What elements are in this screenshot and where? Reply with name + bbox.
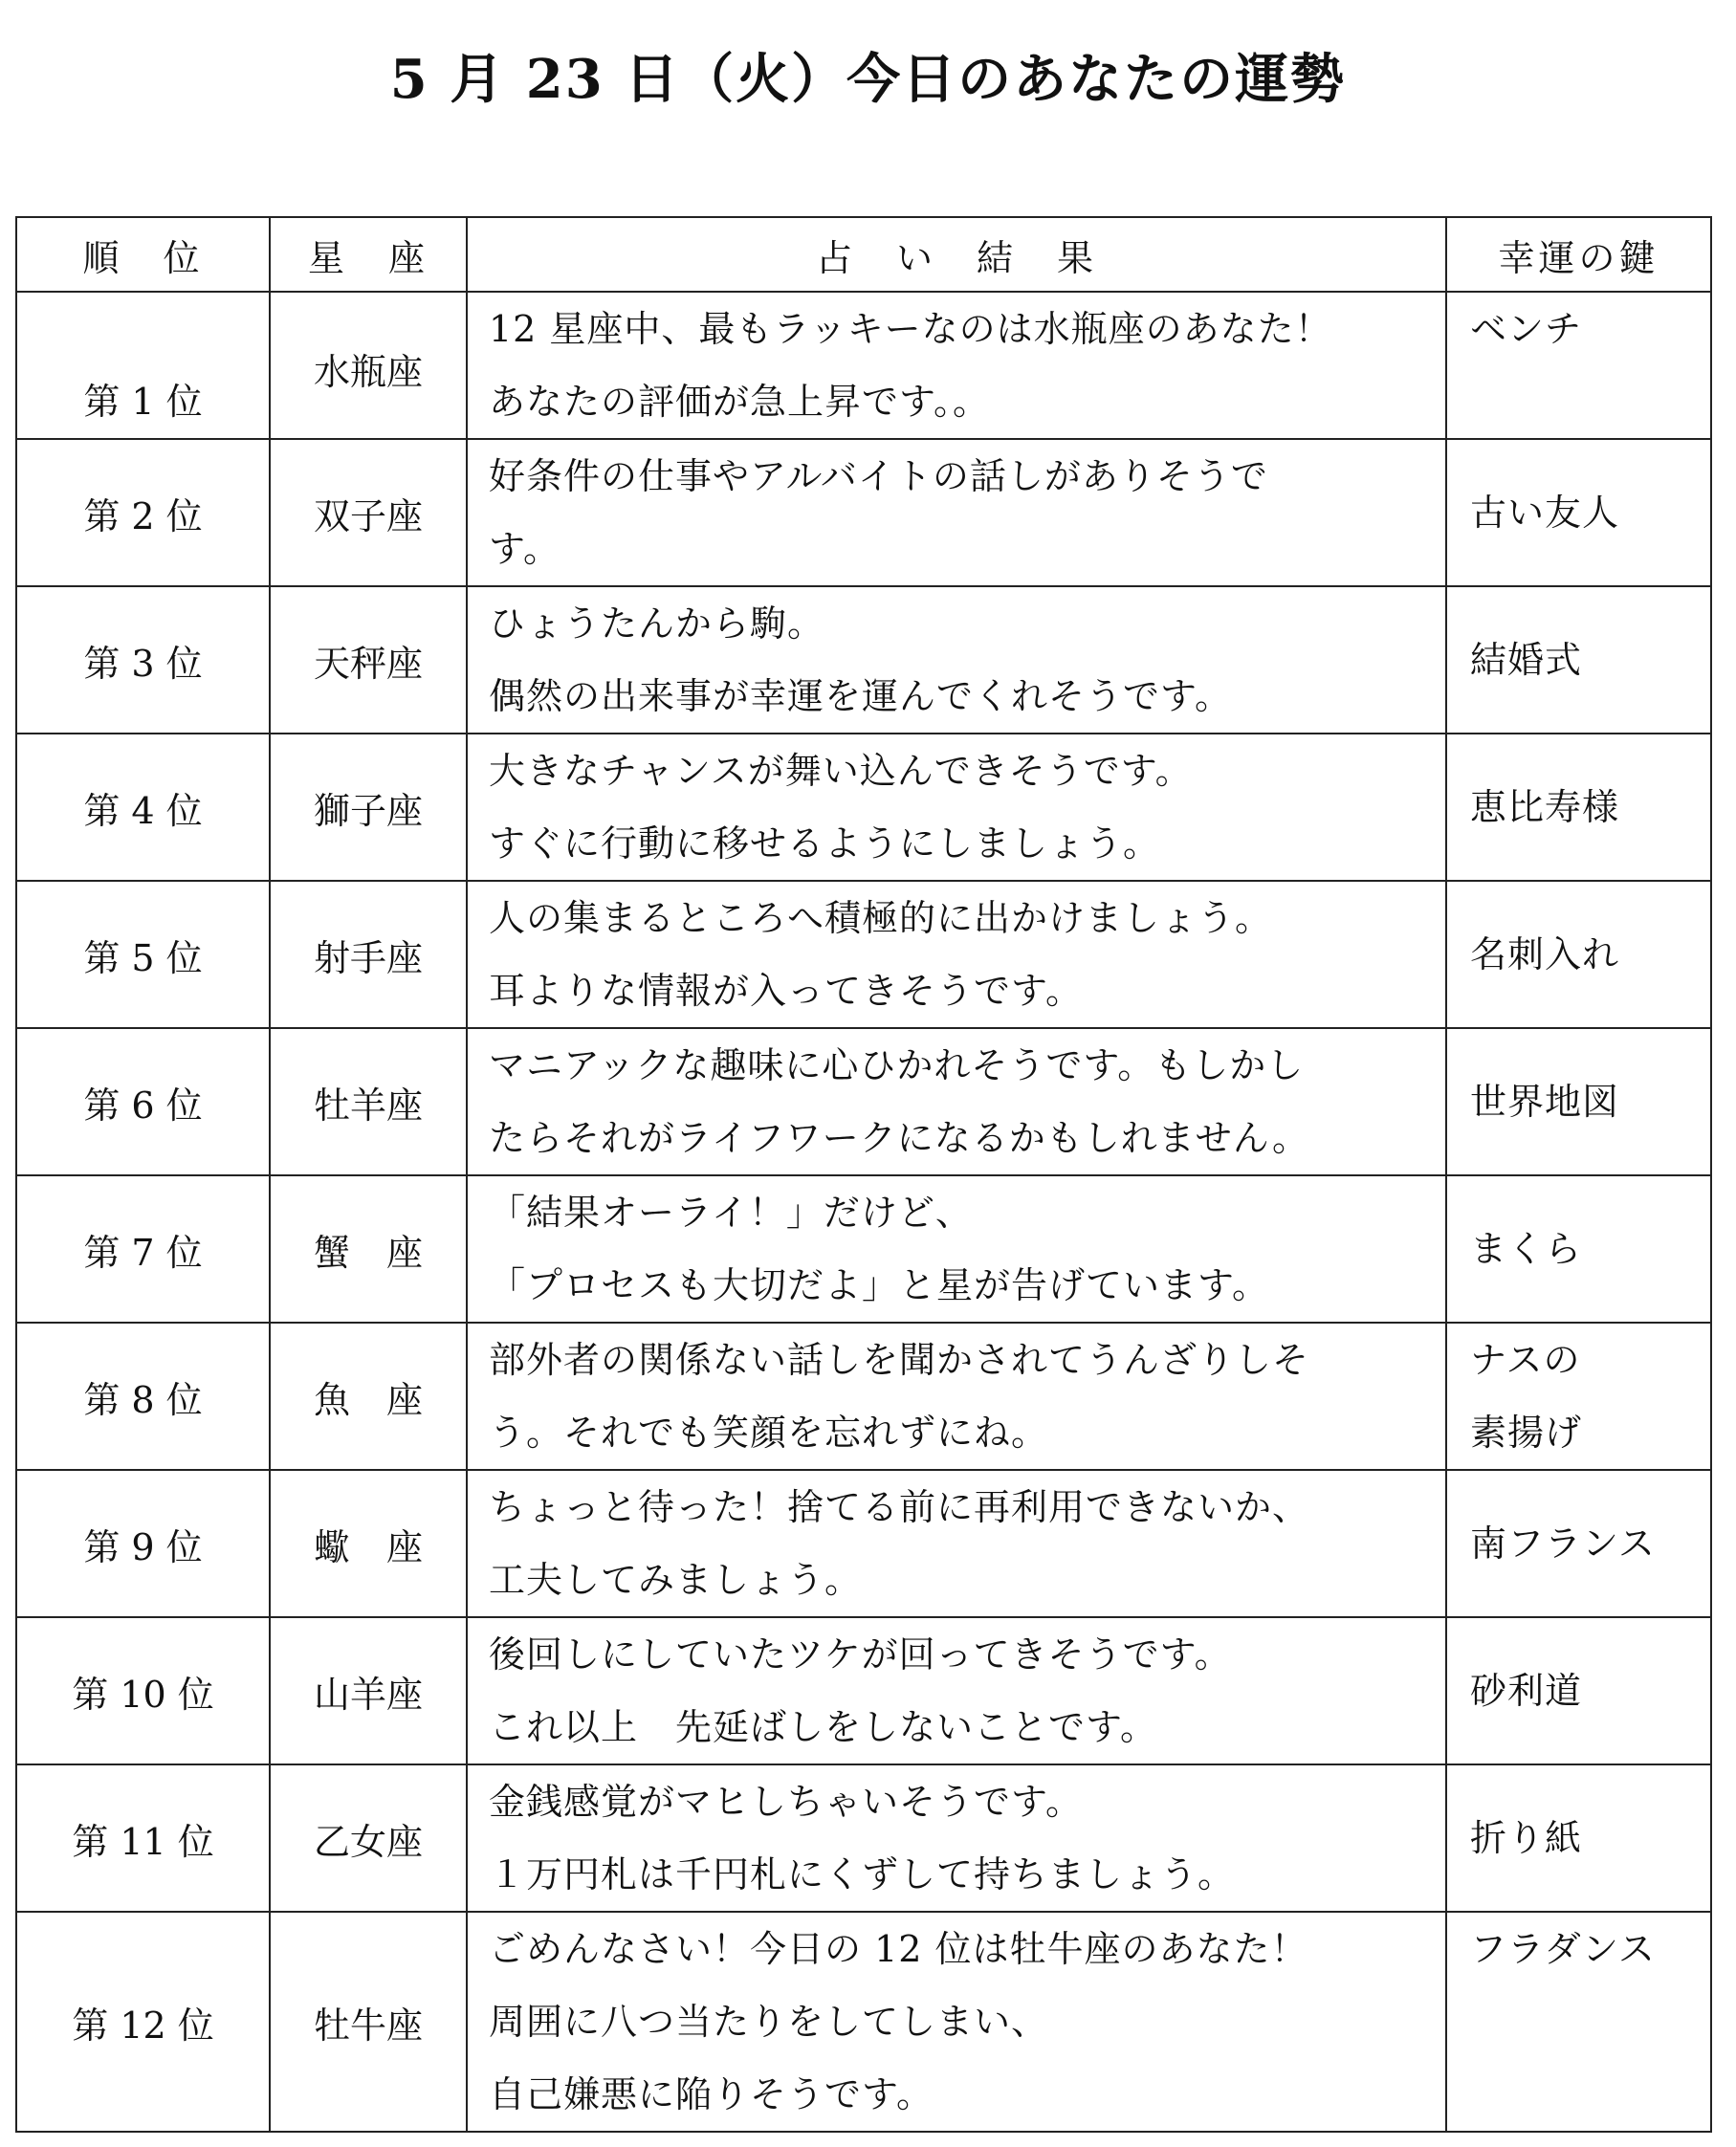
lucky-key-cell: [1446, 1912, 1711, 2132]
sign-cell: 牡羊座: [270, 1028, 467, 1175]
result-cell: [467, 734, 1446, 881]
lucky-key-line: ベンチ: [1470, 308, 1583, 350]
result-line: あなたの評価が急上昇です。。: [489, 381, 990, 423]
lucky-key-line: 古い友人: [1470, 492, 1620, 534]
header-result: 占 い 結 果: [467, 217, 1446, 292]
result-cell: [467, 586, 1446, 734]
result-cell: [467, 292, 1446, 439]
lucky-key-cell: [1446, 1617, 1711, 1764]
table-row: [16, 1323, 1711, 1470]
lucky-key-cell: [1446, 1175, 1711, 1323]
result-line: 大きなチャンスが舞い込んできそうです。: [489, 750, 1193, 792]
table-row: [16, 439, 1711, 586]
lucky-key-cell: [1446, 1028, 1711, 1175]
lucky-key-line: 南フランス: [1470, 1523, 1656, 1565]
table-row: [16, 1470, 1711, 1617]
result-line: す。: [489, 528, 560, 570]
lucky-key-line: 世界地図: [1470, 1081, 1620, 1123]
result-line: 部外者の関係ない話しを聞かされてうんざりしそ: [489, 1339, 1310, 1381]
header-lucky-key: 幸運の鍵: [1446, 217, 1711, 292]
lucky-key-cell: [1446, 1764, 1711, 1912]
page-title: 5 月 23 日（火）今日のあなたの運勢: [389, 48, 1347, 111]
rank-cell: 第 6 位: [16, 1028, 270, 1175]
sign-cell: 獅子座: [270, 734, 467, 881]
result-line: ごめんなさい！今日の 12 位は牡牛座のあなた！: [489, 1928, 1308, 1970]
result-line: 偶然の出来事が幸運を運んでくれそうです。: [489, 675, 1232, 717]
rank-cell: 第 7 位: [16, 1175, 270, 1323]
sign-cell: 魚 座: [270, 1323, 467, 1470]
rank-cell: 第 5 位: [16, 881, 270, 1028]
lucky-key-line: 名刺入れ: [1470, 933, 1620, 975]
result-line: 「プロセスも大切だよ」と星が告げています。: [489, 1264, 1269, 1306]
lucky-key-cell: [1446, 881, 1711, 1028]
result-cell: [467, 881, 1446, 1028]
result-line: 周囲に八つ当たりをしてしまい、: [489, 2001, 1049, 2043]
lucky-key-line: 結婚式: [1470, 639, 1583, 681]
result-cell: [467, 1617, 1446, 1764]
sign-cell: 牡牛座: [270, 1912, 467, 2132]
sign-cell: 水瓶座: [270, 292, 467, 439]
lucky-key-line: フラダンス: [1470, 1928, 1656, 1970]
result-line: これ以上 先延ばしをしないことです。: [489, 1706, 1157, 1748]
result-line: ちょっと待った！捨てる前に再利用できないか、: [489, 1486, 1310, 1528]
lucky-key-cell: [1446, 292, 1711, 439]
fortune-table: [15, 216, 1712, 2133]
header-sign: 星 座: [270, 217, 467, 292]
result-line: たらそれがライフワークになるかもしれません。: [489, 1117, 1310, 1159]
header-rank: 順 位: [16, 217, 270, 292]
table-row: [16, 1175, 1711, 1323]
sign-cell: 蟹 座: [270, 1175, 467, 1323]
table-row: [16, 734, 1711, 881]
result-line: 後回しにしていたツケが回ってきそうです。: [489, 1633, 1232, 1676]
sign-cell: 天秤座: [270, 586, 467, 734]
sign-cell: 乙女座: [270, 1764, 467, 1912]
lucky-key-line: 恵比寿様: [1470, 786, 1620, 828]
result-line: マニアックな趣味に心ひかれそうです。もしかし: [489, 1044, 1305, 1086]
table-row: [16, 292, 1711, 439]
lucky-key-line: 素揚げ: [1470, 1412, 1583, 1454]
result-line: 金銭感覚がマヒしちゃいそうです。: [489, 1781, 1083, 1823]
table-row: [16, 1764, 1711, 1912]
result-line: 人の集まるところへ積極的に出かけましょう。: [489, 897, 1273, 939]
sign-cell: 射手座: [270, 881, 467, 1028]
table-row: [16, 881, 1711, 1028]
rank-cell: 第 2 位: [16, 439, 270, 586]
sign-cell: 蠍 座: [270, 1470, 467, 1617]
rank-cell: 第 10 位: [16, 1617, 270, 1764]
lucky-key-line: ナスの: [1470, 1339, 1581, 1381]
table-row: [16, 1617, 1711, 1764]
rank-cell: 第 3 位: [16, 586, 270, 734]
result-cell: [467, 1175, 1446, 1323]
result-line: 12 星座中、最もラッキーなのは水瓶座のあなた！: [489, 308, 1332, 350]
result-cell: [467, 1912, 1446, 2132]
sign-cell: 山羊座: [270, 1617, 467, 1764]
rank-cell: 第 11 位: [16, 1764, 270, 1912]
result-line: １万円札は千円札にくずして持ちましょう。: [489, 1853, 1236, 1895]
lucky-key-cell: [1446, 1470, 1711, 1617]
lucky-key-cell: [1446, 586, 1711, 734]
rank-cell: 第 9 位: [16, 1470, 270, 1617]
rank-cell: 第 8 位: [16, 1323, 270, 1470]
result-line: 耳よりな情報が入ってきそうです。: [489, 970, 1083, 1012]
result-cell: [467, 1764, 1446, 1912]
lucky-key-line: まくら: [1470, 1228, 1583, 1270]
table-header-row: [16, 217, 1711, 292]
result-cell: [467, 1323, 1446, 1470]
table-row: [16, 1912, 1711, 2132]
result-line: 自己嫌悪に陥りそうです。: [489, 2073, 934, 2115]
result-line: 好条件の仕事やアルバイトの話しがありそうで: [489, 455, 1268, 497]
result-line: ひょうたんから駒。: [489, 602, 825, 645]
table-row: [16, 1028, 1711, 1175]
result-line: すぐに行動に移せるようにしましょう。: [489, 822, 1161, 865]
rank-cell: 第 12 位: [16, 1912, 270, 2132]
result-cell: [467, 439, 1446, 586]
rank-cell: 第 1 位: [16, 292, 270, 439]
sign-cell: 双子座: [270, 439, 467, 586]
result-line: う。それでも笑顔を忘れずにね。: [489, 1412, 1049, 1454]
lucky-key-line: 砂利道: [1470, 1670, 1583, 1712]
lucky-key-cell: [1446, 734, 1711, 881]
table-row: [16, 586, 1711, 734]
lucky-key-line: 折り紙: [1470, 1817, 1583, 1859]
result-line: 工夫してみましょう。: [489, 1559, 863, 1601]
lucky-key-cell: [1446, 439, 1711, 586]
result-cell: [467, 1470, 1446, 1617]
rank-cell: 第 4 位: [16, 734, 270, 881]
result-line: 「結果オーライ！」だけど、: [489, 1192, 973, 1234]
result-cell: [467, 1028, 1446, 1175]
lucky-key-cell: [1446, 1323, 1711, 1470]
